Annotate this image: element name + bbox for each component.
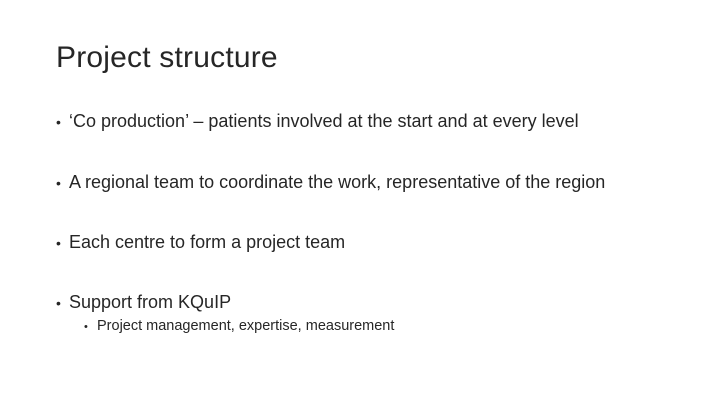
bullet-item bbox=[56, 172, 605, 194]
bullet-item bbox=[56, 232, 345, 254]
bullet-item bbox=[56, 292, 231, 314]
sub-bullet-text: Project management, expertise, measurement bbox=[97, 318, 395, 334]
slide-title: Project structure bbox=[56, 41, 278, 74]
bullet-item bbox=[56, 111, 579, 133]
sub-bullet-icon: • bbox=[84, 321, 88, 333]
bullet-icon: • bbox=[56, 175, 61, 191]
bullet-text: Support from KQuIP bbox=[69, 292, 232, 312]
bullet-icon: • bbox=[56, 235, 61, 251]
bullet-text: A regional team to coordinate the work, representative of the region bbox=[69, 172, 606, 192]
bullet-text: Each centre to form a project team bbox=[69, 232, 346, 252]
sub-bullet-item bbox=[84, 318, 394, 335]
bullet-text: ‘Co production’ – patients involved at the start and at every level bbox=[69, 111, 579, 131]
bullet-icon: • bbox=[56, 114, 61, 130]
bullet-icon: • bbox=[56, 295, 61, 311]
